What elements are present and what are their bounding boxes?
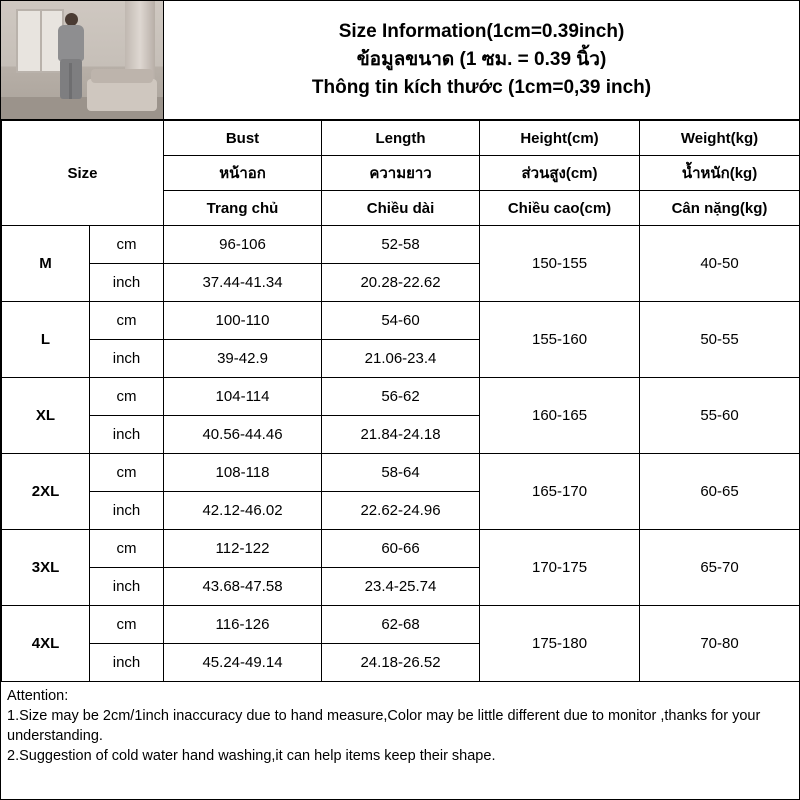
table-row [2, 378, 800, 416]
header-height-en: Height(cm) [480, 121, 640, 156]
row-length-cm: 54-60 [322, 302, 480, 340]
row-length-inch: 21.06-23.4 [322, 340, 480, 378]
row-length-inch: 20.28-22.62 [322, 264, 480, 302]
row-unit-cm: cm [90, 530, 164, 568]
row-unit-inch: inch [90, 492, 164, 530]
header-bust-vi: Trang chủ [164, 191, 322, 226]
row-length-inch: 21.84-24.18 [322, 416, 480, 454]
row-bust-inch: 39-42.9 [164, 340, 322, 378]
title-block [164, 1, 799, 119]
row-size-label: 2XL [2, 454, 90, 530]
size-table [1, 120, 800, 682]
row-bust-cm: 116-126 [164, 606, 322, 644]
row-bust-inch: 42.12-46.02 [164, 492, 322, 530]
title-en: Size Information(1cm=0.39inch) [338, 21, 625, 42]
row-unit-inch: inch [90, 644, 164, 682]
title-vi: Thông tin kích thước (1cm=0,39 inch) [311, 77, 652, 98]
header-weight-th: น้ำหนัก(kg) [640, 156, 800, 191]
row-size-label: 3XL [2, 530, 90, 606]
window-icon [16, 9, 64, 73]
header [1, 1, 799, 120]
row-weight: 70-80 [640, 606, 800, 682]
table-row [2, 302, 800, 340]
row-bust-cm: 112-122 [164, 530, 322, 568]
table-header-row-en [2, 121, 800, 156]
attention-block [1, 682, 799, 766]
title-th: ข้อมูลขนาด (1 ซม. = 0.39 นิ้ว) [356, 49, 607, 70]
model-top [58, 25, 84, 61]
table-row [2, 530, 800, 568]
row-length-inch: 22.62-24.96 [322, 492, 480, 530]
row-size-label: XL [2, 378, 90, 454]
row-height: 175-180 [480, 606, 640, 682]
row-weight: 60-65 [640, 454, 800, 530]
row-height: 170-175 [480, 530, 640, 606]
product-thumbnail [1, 1, 164, 119]
row-length-cm: 52-58 [322, 226, 480, 264]
row-weight: 40-50 [640, 226, 800, 302]
row-unit-cm: cm [90, 302, 164, 340]
row-length-cm: 62-68 [322, 606, 480, 644]
row-unit-inch: inch [90, 568, 164, 606]
table-row [2, 454, 800, 492]
row-bust-inch: 43.68-47.58 [164, 568, 322, 606]
table-row [2, 606, 800, 644]
row-length-inch: 24.18-26.52 [322, 644, 480, 682]
header-size: Size [2, 121, 164, 226]
row-length-cm: 60-66 [322, 530, 480, 568]
header-height-vi: Chiều cao(cm) [480, 191, 640, 226]
row-unit-inch: inch [90, 416, 164, 454]
row-size-label: L [2, 302, 90, 378]
attention-line-2: 2.Suggestion of cold water hand washing,it can help items keep their shape. [7, 748, 496, 764]
row-bust-cm: 100-110 [164, 302, 322, 340]
header-weight-en: Weight(kg) [640, 121, 800, 156]
header-height-th: ส่วนสูง(cm) [480, 156, 640, 191]
row-unit-cm: cm [90, 378, 164, 416]
header-length-th: ความยาว [322, 156, 480, 191]
sofa-shape [87, 79, 157, 111]
header-length-vi: Chiều dài [322, 191, 480, 226]
row-size-label: 4XL [2, 606, 90, 682]
row-height: 155-160 [480, 302, 640, 378]
row-bust-inch: 37.44-41.34 [164, 264, 322, 302]
model-pants [60, 59, 82, 99]
attention-line-1: 1.Size may be 2cm/1inch inaccuracy due to hand measure,Color may be little different due to monitor ,thanks for your understanding. [7, 708, 765, 744]
row-bust-inch: 45.24-49.14 [164, 644, 322, 682]
row-size-label: M [2, 226, 90, 302]
row-weight: 65-70 [640, 530, 800, 606]
row-bust-cm: 96-106 [164, 226, 322, 264]
row-height: 160-165 [480, 378, 640, 454]
row-length-cm: 58-64 [322, 454, 480, 492]
row-unit-inch: inch [90, 340, 164, 378]
row-weight: 50-55 [640, 302, 800, 378]
header-bust-th: หน้าอก [164, 156, 322, 191]
row-bust-cm: 104-114 [164, 378, 322, 416]
row-length-cm: 56-62 [322, 378, 480, 416]
row-bust-cm: 108-118 [164, 454, 322, 492]
row-unit-cm: cm [90, 606, 164, 644]
row-height: 165-170 [480, 454, 640, 530]
row-weight: 55-60 [640, 378, 800, 454]
row-unit-inch: inch [90, 264, 164, 302]
attention-title: Attention: [7, 688, 69, 704]
row-unit-cm: cm [90, 226, 164, 264]
row-height: 150-155 [480, 226, 640, 302]
table-row [2, 226, 800, 264]
header-bust-en: Bust [164, 121, 322, 156]
header-weight-vi: Cân nặng(kg) [640, 191, 800, 226]
header-length-en: Length [322, 121, 480, 156]
row-bust-inch: 40.56-44.46 [164, 416, 322, 454]
row-length-inch: 23.4-25.74 [322, 568, 480, 606]
row-unit-cm: cm [90, 454, 164, 492]
